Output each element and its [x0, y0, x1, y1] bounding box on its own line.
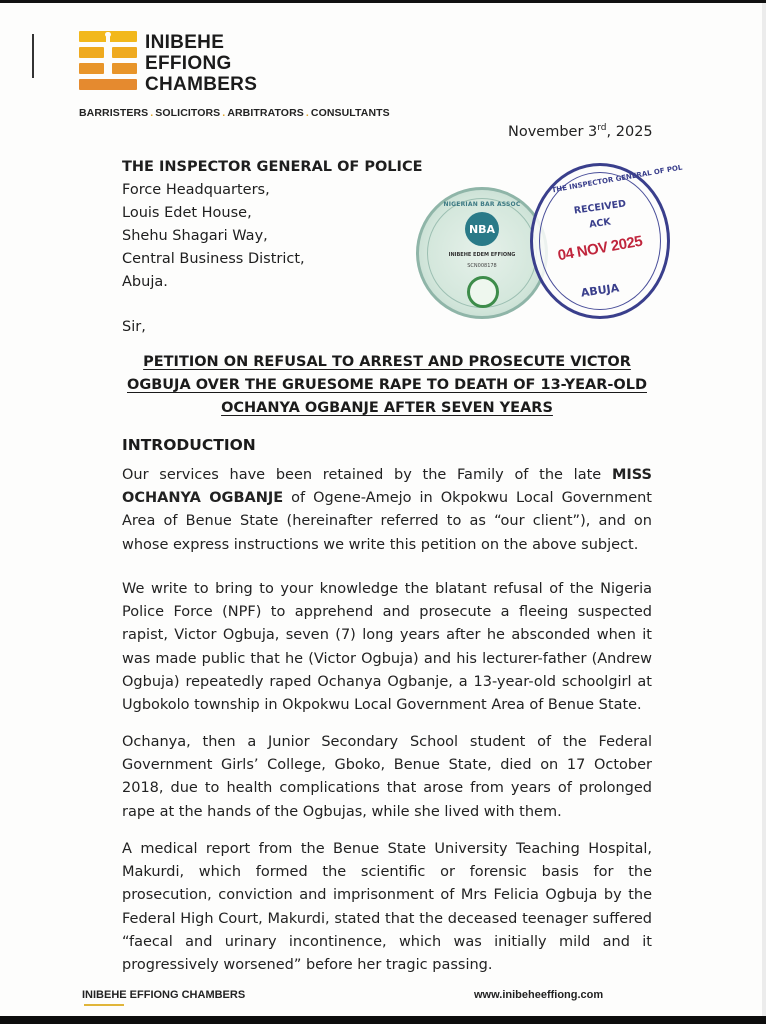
p1-client-name: MISS OCHANYA OGBANJE — [122, 467, 652, 507]
letter-date — [508, 123, 653, 140]
paragraph-2: We write to bring to your knowledge the blatant refusal of the Nigeria Police Force (NPF) to apprehend and prosecute a fleeing suspected rapist, Victor Ogbuja, seven (7) long years after he absconded when it was made public that he (Victor Ogbuja) and his lecturer-father (Andrew Ogbuja) repeatedly raped Ochanya Ogbanje, a 13-year-old schoolgirl at Ugbokolo township in Okpokwu Local Government Area of Benue State. — [122, 581, 652, 714]
footer-website-link[interactable]: www.inibeheeffiong.com — [474, 989, 604, 1001]
tagline-separator: . — [150, 107, 154, 119]
screen-bottom-bar — [0, 1016, 766, 1024]
date-suffix: rd — [597, 123, 607, 133]
addressee-block — [122, 156, 423, 294]
petition-subject: PETITION ON REFUSAL TO ARREST AND PROSECUTE VICTOR OGBUJA OVER THE GRUESOME RAPE TO DEATH OF 13-YEAR-OLD OCHANYA OGBANJE AFTER SEVEN YEARS — [127, 354, 647, 416]
nba-member-name: INIBEHE EDEM EFFIONG — [448, 252, 516, 258]
firm-tagline — [79, 107, 390, 119]
logo-bar — [79, 63, 104, 74]
tagline-part: CONSULTANTS — [310, 107, 390, 119]
margin-pen-mark — [32, 34, 34, 78]
tagline-part: BARRISTERS — [79, 107, 149, 119]
tagline-part: SOLICITORS — [155, 107, 221, 119]
firm-name-line: EFFIONG — [145, 53, 232, 74]
p1-text-a: Our services have been retained by the Family of the late — [122, 467, 612, 483]
logo-stem — [106, 34, 110, 72]
section-heading-introduction: INTRODUCTION — [122, 436, 256, 454]
logo-bar — [79, 47, 104, 58]
igp-ack-label: ACK — [588, 216, 612, 231]
nba-member-code: SCN008178 — [467, 263, 497, 269]
igp-received-label: RECEIVED — [573, 198, 627, 217]
igp-arc-text: THE INSPECTOR GENERAL OF POL — [551, 163, 683, 195]
addressee-title: THE INSPECTOR GENERAL OF POLICE — [122, 159, 423, 175]
date-year: , 2025 — [606, 123, 653, 140]
address-line: Shehu Shagari Way, — [122, 228, 268, 244]
tagline-separator: . — [222, 107, 226, 119]
firm-name — [145, 32, 257, 95]
nba-emblem-icon — [467, 276, 499, 308]
logo-head — [105, 32, 111, 37]
igp-stamp-city: ABUJA — [580, 281, 620, 300]
logo-bar — [112, 63, 137, 74]
paragraph-1 — [122, 464, 652, 557]
igp-received-stamp — [530, 163, 683, 319]
footer-accent-line — [84, 1004, 124, 1006]
logo-bar — [79, 79, 137, 90]
nba-ring-text: NIGERIAN BAR ASSOC — [443, 201, 521, 208]
address-line: Central Business District, — [122, 251, 305, 267]
letter-page — [0, 3, 766, 1017]
paragraph-4: A medical report from the Benue State University Teaching Hospital, Makurdi, which formed the scientific or forensic basis for the prosecution, conviction and imprisonment of Mrs Felicia Ogbuja by the Federal High Court, Makurdi, stated that the deceased teenager suffered “faecal and urinary incontinence, which was initially mild and it progressively worsened” before her tragic passing. — [122, 841, 652, 974]
firm-name-line: CHAMBERS — [145, 74, 258, 95]
nba-seal-stamp — [416, 187, 548, 319]
firm-logo-icon — [79, 31, 137, 93]
logo-bar — [112, 47, 137, 58]
p1-text-b: of Ogene-Amejo in Okpokwu Local Government Area of Benue State (hereinafter referred to as “our client”), and on whose express instructions we write this petition on the above subject. — [122, 490, 652, 553]
footer-firm-name: INIBEHE EFFIONG CHAMBERS — [82, 989, 246, 1001]
date-month-day: November 3 — [508, 123, 598, 140]
tagline-separator: . — [305, 107, 309, 119]
tagline-part: ARBITRATORS — [227, 107, 304, 119]
address-line: Force Headquarters, — [122, 182, 270, 198]
address-line: Abuja. — [122, 274, 168, 290]
nba-badge-icon: NBA — [465, 212, 499, 246]
firm-name-line: INIBEHE — [145, 32, 225, 53]
page-edge-shadow — [762, 3, 766, 1017]
salutation: Sir, — [122, 319, 146, 335]
igp-stamp-date: 04 NOV 2025 — [556, 232, 644, 265]
paragraph-3: Ochanya, then a Junior Secondary School student of the Federal Government Girls’ College, Gboko, Benue State, died on 17 October 2018, due to health complications that arose from years of prolonged rape at the hands of the Ogbujas, while she lived with them. — [122, 734, 652, 820]
address-line: Louis Edet House, — [122, 205, 252, 221]
